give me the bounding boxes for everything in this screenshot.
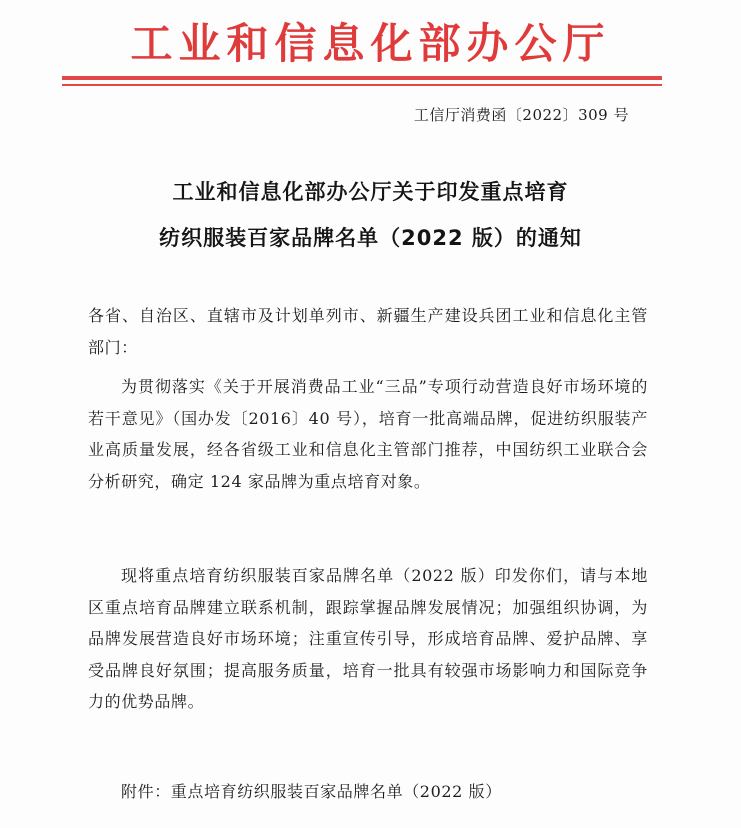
salutation: 各省、自治区、直辖市及计划单列市、新疆生产建设兵团工业和信息化主管部门： [88, 306, 648, 357]
document-title-line-2: 纺织服装百家品牌名单（2022 版）的通知 [159, 226, 582, 250]
document-title-line-1: 工业和信息化部办公厅关于印发重点培育 [172, 180, 569, 204]
body-paragraph: 现将重点培育纺织服装百家品牌名单（2022 版）印发你们，请与本地区重点培育品牌建立联系机制，跟踪掌握品牌发展情况；加强组织协调，为品牌发展营造良好市场环境；注重宣传引导，形成培育品牌、爱护品牌、享受品牌良好氛围；提高服务质量，培育一批具有较强市场影响力和国际竞争力的优势品牌。 [88, 566, 648, 711]
body-paragraph: 为贯彻落实《关于开展消费品工业“三品”专项行动营造良好市场环境的若干意见》（国办发〔2016〕40 号），培育一批高端品牌，促进纺织服装产业高质量发展，经各省级工业和信息化主管部门推荐，中国纺织工业联合会分析研究，确定 124 家品牌为重点培育对象。 [88, 377, 648, 491]
letterhead-red-rule-thick [62, 76, 662, 80]
letterhead-red-rule-thin [62, 84, 662, 86]
letterhead-org-name: 工业和信息化部办公厅 [130, 19, 611, 68]
attachment-line: 附件：重点培育纺织服装百家品牌名单（2022 版） [121, 782, 502, 801]
document-number: 工信厅消费函〔2022〕309 号 [413, 106, 629, 124]
